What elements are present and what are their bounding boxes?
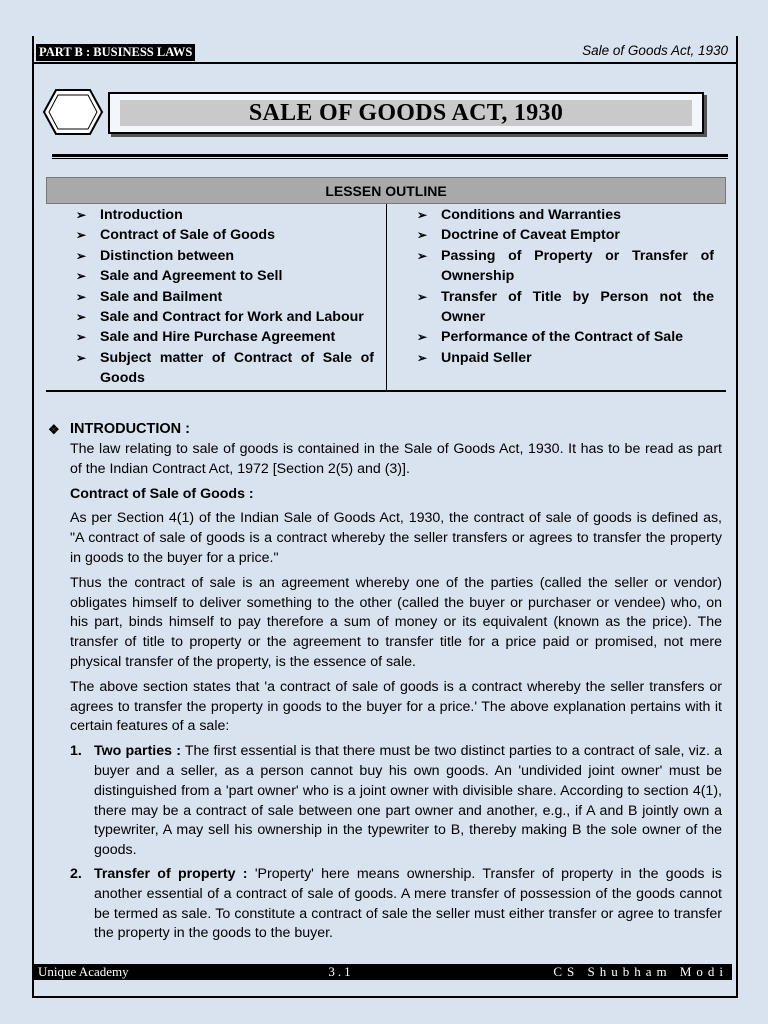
outline-item [417,225,714,245]
outline-item-label: Subject matter of Contract of Sale of Goods [100,349,374,387]
arrow-bullet-icon: ➢ [76,289,87,304]
outline-item-label: Sale and Hire Purchase Agreement [100,329,336,346]
feature-item [70,742,722,861]
page-number: 3.1 [328,964,354,979]
arrow-bullet-icon: ➢ [417,350,428,365]
outline-item-label: Passing of Property or Transfer of Ownership [441,247,714,285]
outline-item [417,348,714,368]
paragraph: As per Section 4(1) of the Indian Sale of Goods Act, 1930, the contract of sale of goods is defined as, "A contract of sale of goods is a contract whereby the seller transfers or agrees to transfer the property in goods to the buyer for a price." [70,510,722,566]
outline-left-column [46,204,387,390]
feature-number: 2. [70,865,82,882]
feature-lead: Transfer of property : [94,865,248,882]
arrow-bullet-icon: ➢ [417,330,428,345]
chapter-title-box [108,92,704,134]
arrow-bullet-icon: ➢ [76,228,87,243]
feature-text [94,742,722,861]
introduction-heading-text: INTRODUCTION : [70,421,191,438]
paragraph: Thus the contract of sale is an agreement whereby one of the parties (called the seller or vendor) obligates himself to deliver something to the other (called the buyer or purchaser or vendee) who, on his part, binds himself to pay therefore a sum of money or its equivalent (known as the price). The transfer of title to property or the agreement to transfer title for a price paid or promised, not mere physical transfer of the property, is the essence of sale. [70,574,722,670]
arrow-bullet-icon: ➢ [76,330,87,345]
outline-heading: LESSEN OUTLINE [46,177,726,204]
outline-item-label: Sale and Bailment [100,288,223,305]
title-double-rule [52,154,728,159]
outline-item-label: Distinction between [100,247,235,264]
outline-item [417,287,714,328]
content-body [70,440,722,944]
outline-right-list [417,205,714,368]
outline-left-list [76,205,374,389]
features-list [70,742,722,944]
outline-right-column [387,204,726,390]
header-rule [32,62,738,64]
lesson-outline [46,177,726,392]
introduction-heading [48,420,722,440]
outline-item-label: Sale and Contract for Work and Labour [100,309,364,326]
feature-lead: Two parties : [94,743,181,760]
arrow-bullet-icon: ➢ [76,208,87,222]
outline-item [76,348,374,389]
arrow-bullet-icon: ➢ [76,269,87,284]
arrow-bullet-icon: ➢ [76,248,87,263]
outline-item-label: Conditions and Warranties [441,207,621,223]
outline-item-label: Introduction [100,207,183,223]
subheading: Contract of Sale of Goods : [70,485,254,502]
outline-item [76,266,374,286]
outline-item [76,246,374,266]
feature-item [70,865,722,944]
running-title: Sale of Goods Act, 1930 [582,43,728,58]
arrow-bullet-icon: ➢ [417,208,428,222]
outline-item [76,205,374,225]
arrow-bullet-icon: ➢ [417,289,428,304]
outline-item [76,307,374,327]
outline-item [76,327,374,347]
feature-body: 'Property' here means ownership. Transfer of property in the goods is another essential of a contract of sale of goods. A mere transfer of possession of the goods cannot be termed as sale. To constitute a contract of sale the seller must either transfer or agree to transfer the property in the goods to the buyer. [94,865,722,942]
paragraph: The above section states that 'a contract of sale of goods is a contract whereby the seller transfers or agrees to transfer the property in goods to the buyer for a price.' The above explanation pertains with it certain features of a sale: [70,678,722,735]
outline-item [76,225,374,245]
arrow-bullet-icon: ➢ [417,228,428,243]
outline-item [417,327,714,347]
outline-item-label: Contract of Sale of Goods [100,227,275,244]
feature-body: The first essential is that there must be two distinct parties to a contract of sale, viz. a buyer and a seller, as a person cannot buy his own goods. An 'undivided joint owner' must be distinguished from a 'part owner' who is a joint owner with divisible share. According to section 4(1), there may be a contract of sale between one part owner and another, e.g., if A and B jointly own a typewriter, A may sell his ownership in the typewriter to B, thereby making B the sole owner of the goods. [94,743,722,859]
outline-item-label: Performance of the Contract of Sale [441,329,684,346]
outline-item [417,205,714,225]
arrow-bullet-icon: ➢ [76,310,87,325]
outline-item-label: Doctrine of Caveat Emptor [441,227,620,244]
outline-item [417,246,714,287]
outline-columns [46,204,726,392]
footer-author: CS Shubham Modi [553,964,728,979]
outline-item-label: Transfer of Title by Person not the Owner [441,288,714,326]
part-label: PART B : BUSINESS LAWS [36,44,195,61]
outline-item-label: Sale and Agreement to Sell [100,268,283,285]
main-content [48,420,722,948]
feature-number: 1. [70,743,82,760]
arrow-bullet-icon: ➢ [417,248,428,263]
paragraph: The law relating to sale of goods is contained in the Sale of Goods Act, 1930. It has to be read as part of the Indian Contract Act, 1972 [Section 2(5) and (3)]. [70,441,722,477]
outline-item-label: Unpaid Seller [441,349,532,366]
chapter-title: SALE OF GOODS ACT, 1930 [120,100,692,126]
feature-text [94,865,722,944]
outline-item [76,287,374,307]
arrow-bullet-icon: ➢ [76,350,87,365]
diamond-bullet-icon: ❖ [48,422,60,438]
footer-publisher: Unique Academy [38,964,129,979]
hexagon-icon [42,88,104,136]
page-footer [34,964,732,980]
